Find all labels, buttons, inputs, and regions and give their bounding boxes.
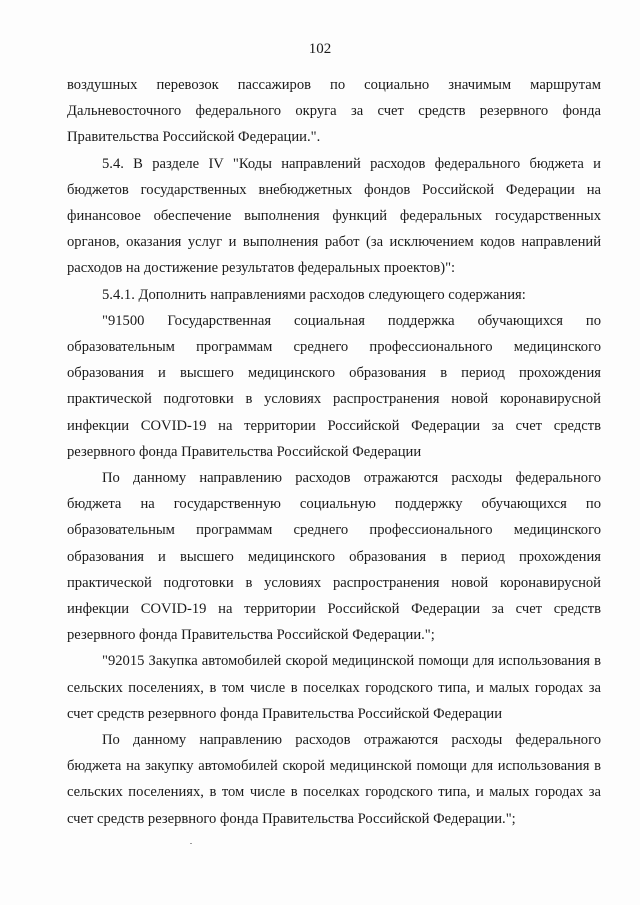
page-number: 102 <box>308 41 332 57</box>
paragraph-code-92015-description: По данному направлению расходов отражаются расходы федерального бюджета на закупку автомобилей скорой медицинской помощи для использования в сельских поселениях, в том числе в поселках городского типа, и малых городах за счет средств резервного фонда Правительства Российской Федерации."; <box>67 732 601 827</box>
paragraph-continuation: воздушных перевозок пассажиров по социально значимым маршрутам Дальневосточного федерального округа за счет средств резервного фонда Правительства Российской Федерации.". <box>67 77 601 146</box>
paragraph-section-5-4: 5.4. В разделе IV "Коды направлений расходов федерального бюджета и бюджетов государственных внебюджетных фондов Российской Федерации на финансовое обеспечение выполнения функций федеральных государственных органов, оказания услуг и выполнения работ (за исключением кодов направлений расходов на достижение результатов федеральных проектов)": <box>67 155 601 277</box>
paragraph-code-91500-description: По данному направлению расходов отражаются расходы федерального бюджета на государственную социальную поддержку обучающихся по образовательным программам среднего профессионального медицинского образования и высшего медицинского образования в период прохождения практической подготовки в условиях распространения новой коронавирусной инфекции COVID-19 на территории Российской Федерации за счет средств резервного фонда Правительства Российской Федерации."; <box>67 470 601 644</box>
paragraph-code-92015: "92015 Закупка автомобилей скорой медицинской помощи для использования в сельских поселениях, в том числе в поселках городского типа, и малых городах за счет средств резервного фонда Правительства Российской Федерации <box>67 653 601 722</box>
paragraph-section-5-4-1: 5.4.1. Дополнить направлениями расходов следующего содержания: <box>102 286 526 303</box>
document-body <box>67 72 601 832</box>
paragraph-code-91500: "91500 Государственная социальная поддержка обучающихся по образовательным программам среднего профессионального медицинского образования и высшего медицинского образования в период прохождения практической подготовки в условиях распространения новой коронавирусной инфекции COVID-19 на территории Российской Федерации за счет средств резервного фонда Правительства Российской Федерации <box>67 312 601 460</box>
scan-artifact <box>190 843 192 844</box>
